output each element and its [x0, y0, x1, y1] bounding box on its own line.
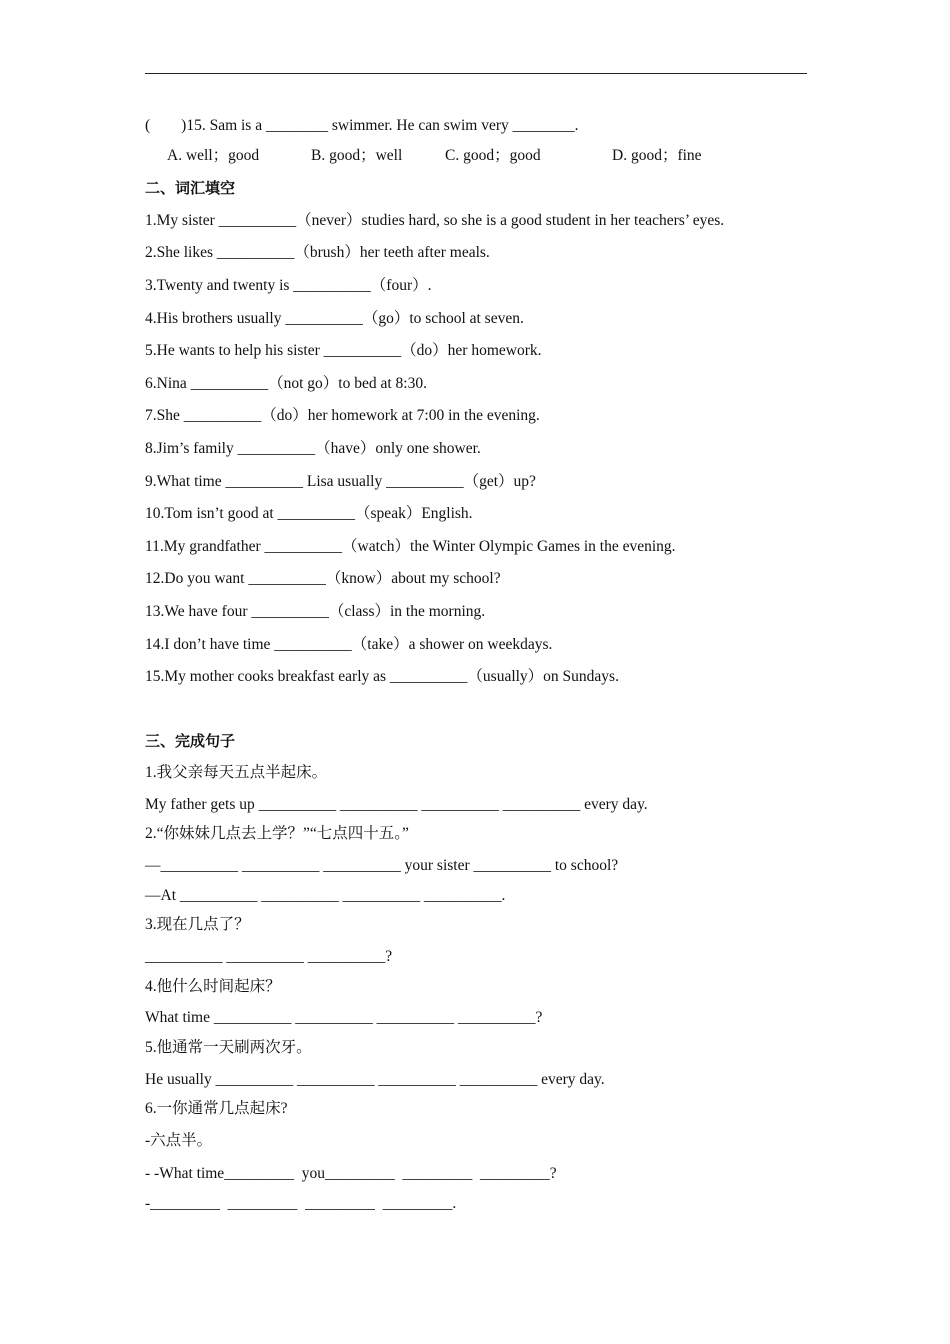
vocab-item-3: 3.Twenty and twenty is __________（four）.: [145, 277, 432, 294]
sentence-1-answer: My father gets up __________ __________ __________ __________ every day.: [145, 796, 648, 813]
vocab-item-11: 11.My grandfather __________（watch）the Winter Olympic Games in the evening.: [145, 538, 676, 555]
sentence-4-prompt: 4.他什么时间起床？: [145, 978, 281, 995]
vocab-item-14: 14.I don’t have time __________（take）a shower on weekdays.: [145, 636, 553, 653]
vocab-item-13: 13.We have four __________（class）in the morning.: [145, 603, 486, 620]
option-b: B. good；well: [311, 147, 403, 164]
vocab-item-4: 4.His brothers usually __________（go）to school at seven.: [145, 310, 524, 327]
vocab-item-2: 2.She likes __________（brush）her teeth after meals.: [145, 244, 490, 261]
sentence-6-prompt: 6.一你通常几点起床?: [145, 1100, 288, 1117]
vocab-item-1: 1.My sister __________（never）studies hard, so she is a good student in her teachers’ eyes.: [145, 212, 725, 229]
vocab-item-12: 12.Do you want __________（know）about my school?: [145, 570, 501, 587]
sentence-5-prompt: 5.他通常一天刷两次牙。: [145, 1039, 312, 1056]
option-d: D. good；fine: [612, 147, 702, 164]
vocab-item-7: 7.She __________（do）her homework at 7:00 in the evening.: [145, 407, 540, 424]
sentence-2-prompt: 2.“你妹妹几点去上学？”“七点四十五。”: [145, 825, 409, 842]
vocab-item-5: 5.He wants to help his sister __________（do）her homework.: [145, 342, 542, 359]
vocab-item-9: 9.What time __________ Lisa usually __________（get）up?: [145, 473, 536, 490]
sentence-6-question: - -What time_________ you_________ _________ _________?: [145, 1165, 557, 1182]
vocab-item-6: 6.Nina __________（not go）to bed at 8:30.: [145, 375, 427, 392]
sentence-1-prompt: 1.我父亲每天五点半起床。: [145, 764, 328, 781]
vocab-item-8: 8.Jim’s family __________（have）only one shower.: [145, 440, 481, 457]
header-rule: [145, 73, 807, 74]
sentence-2-question: —__________ __________ __________ your sister __________ to school?: [145, 857, 619, 874]
sentence-6-prompt-answer: -六点半。: [145, 1132, 213, 1149]
question-15-stem: ( )15. Sam is a ________ swimmer. He can swim very ________.: [145, 117, 579, 134]
option-c: C. good；good: [445, 147, 541, 164]
section-3-heading: 三、完成句子: [145, 732, 236, 750]
sentence-5-answer: He usually __________ __________ __________ __________ every day.: [145, 1071, 605, 1088]
option-a: A. well；good: [167, 147, 260, 164]
vocab-item-10: 10.Tom isn’t good at __________（speak）English.: [145, 505, 473, 522]
vocab-item-15: 15.My mother cooks breakfast early as __________（usually）on Sundays.: [145, 668, 619, 685]
sentence-2-answer: —At __________ __________ __________ __________.: [145, 887, 506, 904]
sentence-6-answer: -_________ _________ _________ _________.: [145, 1195, 457, 1212]
section-2-heading: 二、词汇填空: [145, 179, 236, 197]
sentence-4-answer: What time __________ __________ __________ __________?: [145, 1009, 543, 1026]
sentence-3-answer: __________ __________ __________?: [145, 948, 393, 965]
sentence-3-prompt: 3.现在几点了？: [145, 916, 250, 933]
